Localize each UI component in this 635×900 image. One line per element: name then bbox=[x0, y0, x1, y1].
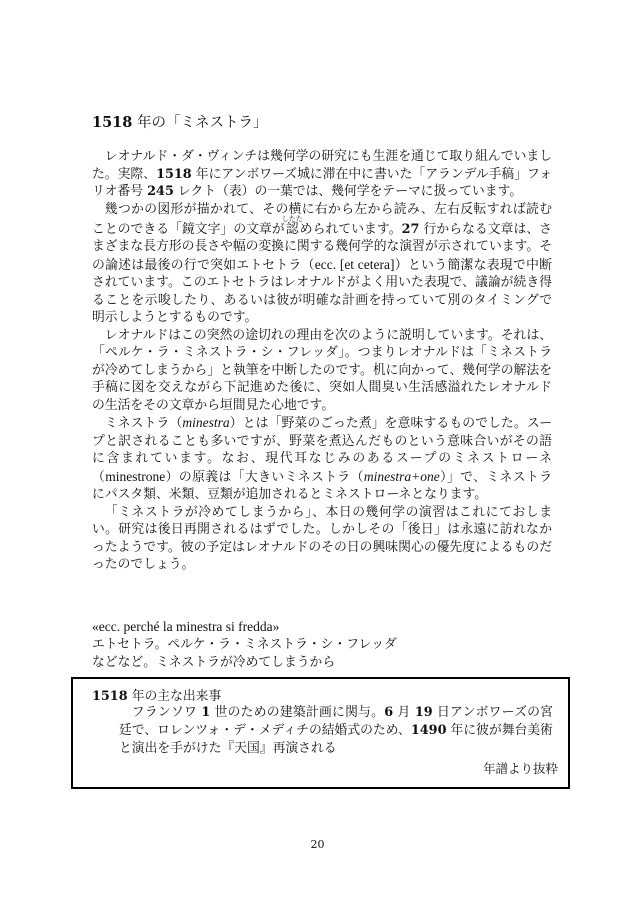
section-title bbox=[92, 114, 267, 132]
p2-text-b: められています。 bbox=[299, 221, 402, 237]
paragraph-1 bbox=[92, 148, 552, 201]
p4-text-c: ）の原義は「大きいミネストラ（ bbox=[165, 469, 364, 485]
p2-ecc-term: ecc. [et cetera] bbox=[314, 256, 395, 272]
events-num-6: 6 bbox=[384, 705, 394, 720]
paragraph-4 bbox=[92, 414, 552, 504]
paragraph-3: レオナルドはこの突然の途切れの理由を次のように説明しています。それは、「ペルケ・ラ・ミネストラ・シ・フレッダ」。つまりレオナルドは「ミネストラが冷めてしまうから」と執筆を中断したのです。机に向かって、幾何学の解法を手稿に図を交えながら下記進めた後に、突如人間臭い生活感溢れたレオナルドの生活をその文章から垣間見た心地です。 bbox=[92, 327, 552, 413]
events-box-year: 1518 bbox=[92, 689, 128, 704]
events-box-body bbox=[119, 704, 553, 758]
events-num-19: 19 bbox=[414, 705, 433, 720]
events-text-e: 年に彼が舞台美術と演出を手がけた『天国』再演される bbox=[119, 723, 553, 756]
p2-line-count: 27 bbox=[401, 221, 420, 237]
events-text-d: 日アンボワーズの宮廷で、ロレンツォ・デ・メディチの結婚式のため、 bbox=[119, 705, 553, 738]
page-number: 20 bbox=[310, 838, 325, 851]
ruby-text: したた bbox=[281, 214, 303, 223]
p2-text-c: 行からなる文章は、さまざまな長方形の長さや幅の変換に関する幾何学的な演習が示されています。その論述は最後の行で突如エトセトラ（ bbox=[92, 221, 552, 273]
quote-translation: などなど。ミネストラが冷めてしまうから bbox=[92, 655, 336, 670]
p1-folio-number: 245 bbox=[147, 184, 174, 199]
p4-text-a: ミネストラ（ bbox=[104, 416, 183, 431]
p2-text-d: ）という簡潔な表現で中断されています。このエトセトラはレオナルドがよく用いた表現で、議論が続き得ることを示唆したり、あるいは彼が明確な計画を持っていて別のタイミングで明示しようとするものです。 bbox=[92, 257, 552, 325]
title-year: 1518 bbox=[92, 114, 133, 131]
events-num-1: 1 bbox=[201, 705, 211, 720]
events-box-title-text: 年の主な出来事 bbox=[127, 689, 222, 704]
paragraph-5: 「ミネストラが冷めてしまうから」、本日の幾何学の演習はこれにておしまい。研究は後日再開されるはずでした。しかしその「後日」は永遠に訪れなかったようです。彼の予定はレオナルドのその日の興味関心の優先度によるものだったのでしょう。 bbox=[92, 504, 552, 572]
quote-block bbox=[92, 618, 552, 672]
title-text: 年の「ミネストラ」 bbox=[132, 115, 268, 131]
p1-text-a: レオナルド・ダ・ヴィンチは幾何学の研究にも生涯を通じて取り組んでいました。実際、 bbox=[92, 149, 552, 182]
ruby-base: 認 bbox=[281, 221, 303, 237]
events-box-text bbox=[119, 704, 553, 758]
events-box-source: 年譜より抜粋 bbox=[482, 761, 558, 776]
events-text-c: 月 bbox=[393, 705, 415, 720]
events-box-title bbox=[92, 685, 221, 704]
quote-italian: «ecc. perché la minestra si fredda» bbox=[92, 619, 280, 634]
body-text bbox=[92, 148, 552, 574]
p1-text-b: 年にアンボワーズ城に滞在中に書いた「アランデル手稿」フォリオ番号 bbox=[92, 166, 553, 199]
p4-minestra-term: minestra bbox=[182, 415, 230, 430]
p4-text-b: ）とは「野菜のごった煮」を意味するものでした。スープと訳されることも多いですが、野菜を煮込んだものという意味合いがその語に含まれています。なお、現代耳なじみのあるスープのミネストローネ（ bbox=[92, 416, 553, 485]
events-text-a: フランソワ bbox=[131, 705, 202, 720]
events-box bbox=[71, 677, 570, 789]
p1-text-c: レクト（表）の一葉では、幾何学をテーマに扱っています。 bbox=[173, 184, 523, 199]
p4-text-d: ）」で、ミネストラにパスタ類、米類、豆類が追加されるとミネストローネとなります。 bbox=[92, 469, 552, 502]
paragraph-2 bbox=[92, 201, 552, 327]
p2-text-a: 幾つかの図形が描かれて、その横に右から左から読み、左右反転すれば読むことのできる「鏡文字」の文章が bbox=[92, 201, 552, 237]
events-num-1490: 1490 bbox=[410, 723, 447, 738]
p4-minestra-one-term: minestra+one bbox=[363, 468, 440, 484]
p4-minestrone-term: minestrone bbox=[105, 468, 166, 484]
quote-transliteration: エトセトラ。ペルケ・ラ・ミネストラ・シ・フレッダ bbox=[92, 637, 397, 652]
events-text-b: 世のための建築計画に関与。 bbox=[210, 705, 385, 720]
ruby-shitata bbox=[281, 214, 303, 237]
p1-year: 1518 bbox=[156, 166, 192, 182]
